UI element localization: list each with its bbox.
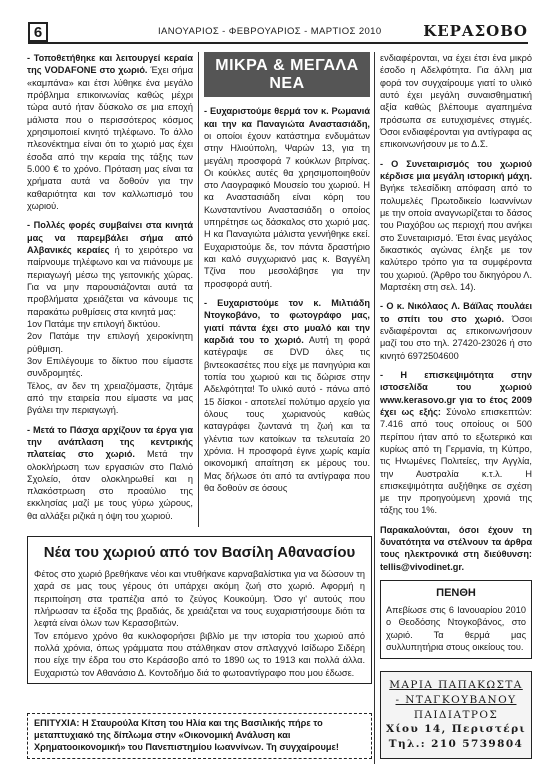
article-mobile-signal xyxy=(27,219,193,416)
left-column xyxy=(27,52,193,529)
article-lead: - Ευχαριστούμε θερμά τον κ. Ρωμανιά και την κα Παναγιώτα Αναστασιάδη, xyxy=(204,106,370,129)
article-body: ή το χειρότερο να παίρνουμε τηλέφωνο και να πιάνουμε με περιαγωγή μέσω της γειτονικής χώρας. Για να μην παρουσιάζονται αυτά τα προβλήματα χρειάζεται να κάνουμε τις παρακάτω ρυθμίσεις στα κινητά μας: xyxy=(27,244,193,317)
article-body: Σύνολο επισκεπτών: 7.416 από τους οποίους οι 500 περίπου ήταν από το εξωτερικό και κυρίως από τη Γερμανία, τη Κύπρο, τις Ηνωμένες Πολιτείες, την Αγγλία, την Αυστραλία κ.τ.λ. Η επισκεψιμότητα αυξήθηκε σε σχέση με την προηγούμενη χρονιά της τάξης του 1%. xyxy=(380,406,532,516)
article-cooperative xyxy=(380,158,532,294)
article-lead: - Ευχαριστούμε τον κ. Μιλτιάδη Ντογκοβάνο, το φωτογράφο μας, γιατί πάντα έχει στο μυαλό και την καρδιά του το χωριό. xyxy=(204,298,370,346)
page-number: 6 xyxy=(28,22,48,42)
ad-role: ΠΑΙΔΙΑΤΡΟΣ xyxy=(413,708,499,721)
article-dvd-continued: ενδιαφέρονται, να έχει έτσι ένα μικρό έσοδο η Αδελφότητα. Για άλλη μια φορά τον συγχαίρουμε γιατί το υλικό αυτό έχει μεγάλη συναισθηματική αξία καθώς βλέπουμε αγαπημένα πρόσωπα σε ευτυχισμένες στιγμές. Όσοι ενδιαφέρονται για αντίγραφα ας επικοινωνήσουν με το Δ.Σ. xyxy=(380,53,532,150)
success-box: ΕΠΙΤΥΧΙΑ: Η Σταυρούλα Κίτση του Ηλία και της Βασιλικής πήρε το μεταπτυχιακό της δίπλωμα στην «Οικονομική Ανάλυση και Χρηματοοικονομική» του Πανεπιστημίου Ιωαννίνων. Τη συγχαίρουμε! xyxy=(27,713,372,759)
news-box-title: Νέα του χωριού από τον Βασίλη Αθανασίου xyxy=(43,544,356,561)
article-lead: - Ο κ. Νικόλαος Λ. Βάϊλας πουλάει το σπίτι του στο χωριό. xyxy=(380,301,532,324)
ad-phone: Τηλ.: 210 5739804 xyxy=(388,737,524,750)
article-lead: - Ο Συνεταιρισμός του χωριού κέρδισε μια μεγάλη ιστορική μάχη. xyxy=(380,158,532,181)
section-banner: ΜΙΚΡΑ & ΜΕΓΑΛΑ ΝΕΑ xyxy=(204,52,370,97)
middle-column xyxy=(204,52,370,501)
step-item: 2ον Πατάμε την επιλογή χειροκίνητη ρύθμιση. xyxy=(27,331,193,354)
article-website-stats xyxy=(380,369,532,517)
article-lead: - Μετά το Πάσχα αρχίζουν τα έργα για την ανάπλαση της κεντρικής πλατείας στο χωριό. xyxy=(27,424,193,460)
column-divider xyxy=(198,52,199,527)
obituary-title: ΠΕΝΘΗ xyxy=(436,587,476,600)
step-item: 3ον Επιλέγουμε το δίκτυο που είμαστε συνδρομητές. xyxy=(27,355,193,379)
article-body: Μετά την ολοκλήρωση των εργασιών στο Παλιό Σχολείο, όταν ολοκληρωθεί και η πλακόστρωση στο προαύλιο της εκκλησίας μαζί με τους γύρω χώρους, θα αλλάξει ριζικά η όψη του χωριού. xyxy=(27,449,193,521)
article-lead: - Πολλές φορές συμβαίνει στα κινητά μας να παρεμβάλει σήμα από Αλβανικές κεραίες xyxy=(27,220,193,255)
article-vodafone xyxy=(27,52,193,212)
news-paragraph: Τον επόμενο χρόνο θα κυκλοφορήσει βιβλίο με την ιστορία του χωριού από πολλά χρόνια, όπως γράμματα που στάλθηκαν στον σπλαγχνό Ισίδωρο Σιδέρη που είχε την έδρα του στο Κεράσοβο από το 1890 ως το 1913 και πολλά άλλα. Ευχαριστώ τον Αθανάσιο Δ. Κοντοδήμο διά το φωτοαντίγραφο που μου έδωσε. xyxy=(34,630,365,678)
right-column xyxy=(380,52,532,759)
article-lead: - Η επισκεψιμότητα στην ιστοσελίδα του χωριού www.kerasovo.gr για το έτος 2009 έχει ως εξής: xyxy=(380,369,532,417)
article-house-sale xyxy=(380,300,532,362)
news-paragraph: Φέτος στο χωριό βρεθήκανε νέοι και ντυθήκανε καρναβαλίστικα για να δώσουν τη χαρά σε μας τους γέρους ότι υπάρχει ακόμη ζωή στο χωριό. Αφορμή η περιποίηση στα τραπέζια από το ζεύγος Κουκούμη. Όσο γι' αυτούς που πλήρωσαν τα έξοδα της βραδιάς, δε χρειάζεται να τους ευχαριστήσουμε διότι τα λεφτά είναι όλων των Κερασοβιτών. xyxy=(34,569,365,629)
article-mannequins xyxy=(204,105,370,290)
page-header xyxy=(28,22,528,44)
obituary-body: Απεβίωσε στις 6 Ιανουαρίου 2010 ο Θεοδόσης Ντογκοβάνος, στο χωριό. Τα θερμά μας συλλυπητήρια στους οικείους του. xyxy=(386,604,526,652)
article-end: Τέλος, αν δεν τη χρειαζόμαστε, ζητάμε από την εταιρεία που είμαστε να μας βγάλει την περιαγωγή. xyxy=(27,380,193,416)
column-divider xyxy=(374,52,375,764)
article-body: Αυτή τη φορά κατέγραψε σε DVD όλες τις βιντεοκασέτες που είχε με πανηγύρια και τοπία του χωριού και τις δώρισε στην Αδελφότητα! Το υλικό αυτό - πάνω από 15 δίσκοι - αποτελεί πολύτιμο αρχείο για όλους τους χωριανούς καθώς καταγράφει ζωντανά τη ζωή και τα γλέντια των κατοίκων τα τελευταία 20 χρόνια. Η προσφορά έγινε χωρίς καμία οικονομική απαίτηση εκ μέρους του. Μας δήλωσε ότι από τα αντίγραφα που θα δοθούν σε όσους xyxy=(204,335,370,494)
pediatrician-ad xyxy=(380,671,532,758)
article-body: Έχει σήμα «καμπάνα» και έτσι λύθηκε ένα μεγάλο πρόβλημα επικοινωνίας καθώς μέχρι τώρα αυτό ήταν δύσκολο σε μια εποχή μάλιστα που ο περισσότερος κόσμος χρησιμοποιεί κινητό τηλέφωνο. Το άλλο πλεονέκτημα είναι ότι το χωριό μας έχει έσοδα από την κεραία της τάξης των 5.000 € το χρόνο. Πρόταση μας είναι τα χρήματα αυτά να δοθούν για την καθαριότητα και τον καλλωπισμό του χωριού. xyxy=(27,65,194,211)
ad-address: Χίου 14, Περιστέρι xyxy=(386,723,526,736)
issue-date: ΙΑΝΟΥΑΡΙΟΣ - ΦΕΒΡΟΥΑΡΙΟΣ - ΜΑΡΤΙΟΣ 2010 xyxy=(158,26,382,37)
ad-name: ΜΑΡΙΑ ΠΑΠΑΚΩΣΤΑ - ΝΤΑΓΚΟΥΒΑΝΟΥ xyxy=(389,679,523,706)
article-body: Όσοι ενδιαφέρονται ας επικοινωνήσουν μαζί του στο τηλ. 27420-23026 ή στο κινητό 6972504600 xyxy=(380,313,532,361)
masthead: ΚΕΡΑΣΟΒΟ xyxy=(423,22,528,40)
step-item: 1ον Πατάμε την επιλογή δικτύου. xyxy=(27,318,161,329)
obituary-box xyxy=(380,580,532,659)
article-body: οι οποίοι έχουν κατάστημα ενδυμάτων στην Ηλιούπολη, Ψαρών 13, για τη μεγάλη προσφορά 7 κούκλων βιτρίνας. Οι κούκλες αυτές θα χρησιμοποιηθούν στο Λαογραφικό Μουσείο του χωριού. Η κα Αναστασιάδη είναι κόρη του Κωνσταντίνου Αναστασιάδη ο οποίος υπηρέτησε ως δάσκαλος στο χωριό μας. Η κα Παναγιώτα μάλιστα γεννήθηκε εκεί. Ευχαριστούμε δε, τον πάντα δραστήριο και καλό συγχωριανό μας κ. Βαγγέλη Τζίνα που μεσολάβησε για την προσφορά αυτή. xyxy=(204,130,370,289)
article-dvd xyxy=(204,297,370,494)
article-body: Βγήκε τελεσίδικη απόφαση από το πολυμελές Πρωτοδικείο Ιωαννίνων με την οποία αναγνωρίζεται το δάσος του Ριαχόβου ως περιοχή που ανήκει στο Συνεταιρισμό. Έτσι ένας μεγάλος δικαστικός αγώνας έληξε με τον καλύτερο τρόπο για τα συμφέροντα του χωριού. (Άρθρο του δικηγόρου Λ. Μαρτσέκη στη σελ. 14). xyxy=(380,183,532,292)
village-news-box xyxy=(27,536,372,684)
article-square-works xyxy=(27,424,193,523)
article-appeal: Παρακαλούνται, όσοι έχουν τη δυνατότητα να στέλνουν τα άρθρα τους ηλεκτρονικά στη διεύθυνση: tellis@vivodinet.gr. xyxy=(380,524,532,572)
article-lead: - Τοποθετήθηκε και λειτουργεί κεραία της VODAFONE στο χωριό. xyxy=(27,53,193,76)
